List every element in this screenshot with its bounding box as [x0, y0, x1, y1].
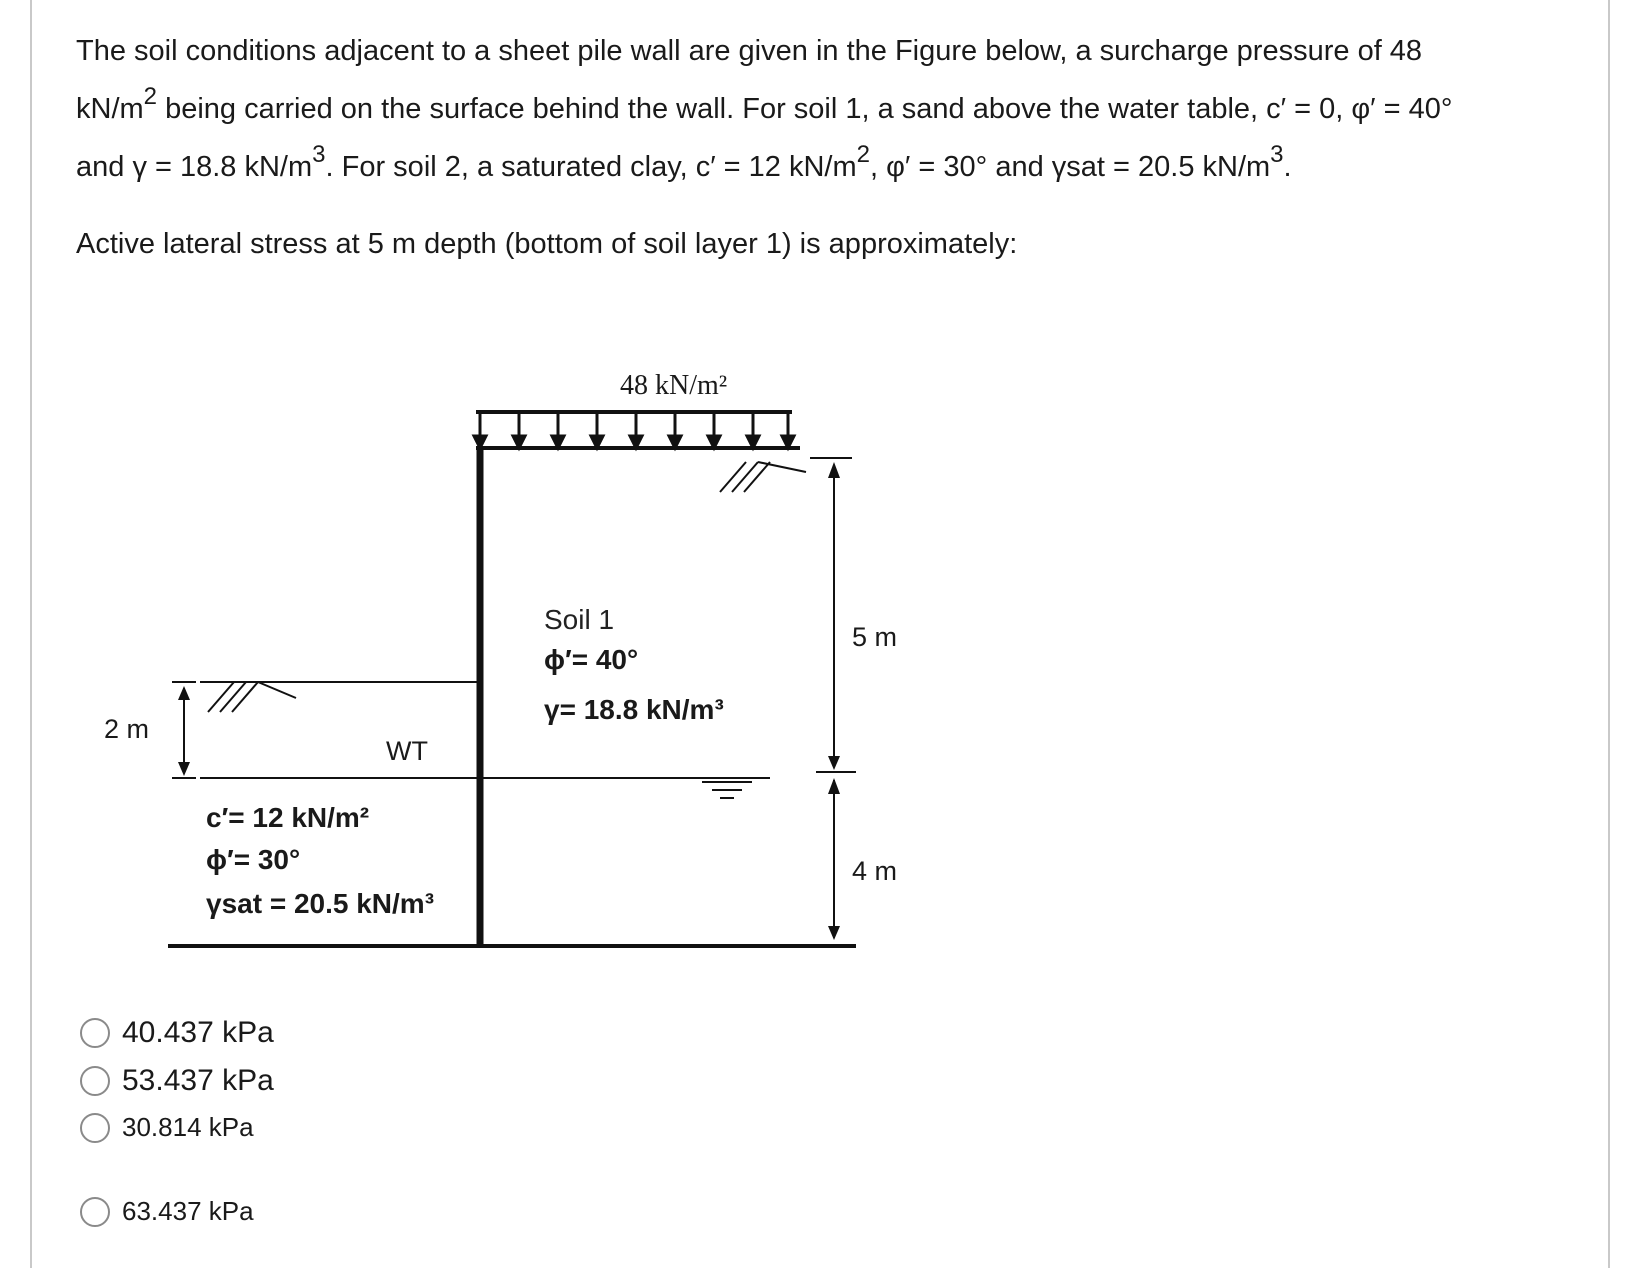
soil1-gamma: γ= 18.8 kN/m³: [544, 694, 724, 725]
question-line-3-sup1: 3: [312, 141, 326, 168]
option-1-radio[interactable]: [80, 1018, 110, 1048]
option-1-label: 40.437 kPa: [122, 1016, 274, 1049]
option-2[interactable]: [80, 1064, 274, 1098]
soil1-title: Soil 1: [544, 604, 615, 635]
dim-4m-arrow-bottom: [828, 926, 840, 940]
surcharge-label: 48 kN/m²: [620, 370, 728, 401]
wt-label: WT: [386, 736, 428, 766]
ground-hatch-excavation: [208, 682, 296, 712]
soil2-gamma: γsat = 20.5 kN/m³: [206, 888, 435, 919]
question-line-3-sup2: 2: [856, 141, 871, 168]
option-1[interactable]: [80, 1016, 274, 1050]
question-line-1: The soil conditions adjacent to a sheet pile wall are given in the Figure below, a surcharge pressure of 48: [76, 35, 1423, 67]
soil1-phi: ϕ′= 40°: [544, 644, 639, 675]
water-table-symbol: [702, 782, 752, 798]
question-line-3d: .: [1283, 151, 1292, 183]
soil2-cohesion: c′= 12 kN/m²: [206, 802, 370, 833]
ground-hatch-retained: [720, 462, 806, 492]
dim-2m-arrow-top: [178, 686, 190, 700]
option-4-label: 63.437 kPa: [122, 1196, 254, 1226]
dim-2m-label: 2 m: [104, 714, 150, 744]
option-3[interactable]: [80, 1112, 254, 1143]
dim-4m-label: 4 m: [852, 856, 898, 886]
dim-5m-arrow-top: [828, 462, 840, 478]
option-4-radio[interactable]: [80, 1197, 110, 1227]
option-2-label: 53.437 kPa: [122, 1064, 274, 1097]
option-3-label: 30.814 kPa: [122, 1112, 254, 1142]
dim-5m-label: 5 m: [852, 622, 898, 652]
question-line-2b: being carried on the surface behind the wall. For soil 1, a sand above the water table, c′ = 0, φ′ = 40°: [157, 93, 1453, 125]
dim-2m-arrow-bottom: [178, 762, 190, 776]
question-line-3-sup3: 3: [1270, 141, 1284, 168]
option-4[interactable]: [80, 1196, 254, 1227]
question-line-2a: kN/m: [76, 93, 144, 125]
dim-5m-arrow-bottom: [828, 756, 840, 770]
question-line-3b: . For soil 2, a saturated clay, c′ = 12 kN/m: [325, 151, 857, 183]
question-line-2-sup: 2: [143, 83, 158, 110]
soil2-phi: ϕ′= 30°: [206, 844, 301, 875]
question-prompt: Active lateral stress at 5 m depth (bottom of soil layer 1) is approximately:: [76, 228, 1018, 260]
dim-4m-arrow-top: [828, 778, 840, 794]
option-2-radio[interactable]: [80, 1066, 110, 1096]
option-3-radio[interactable]: [80, 1113, 110, 1143]
surcharge-arrows: [474, 412, 794, 448]
question-line-3c: , φ′ = 30° and γsat = 20.5 kN/m: [870, 151, 1271, 183]
question-line-3a: and γ = 18.8 kN/m: [76, 151, 313, 183]
